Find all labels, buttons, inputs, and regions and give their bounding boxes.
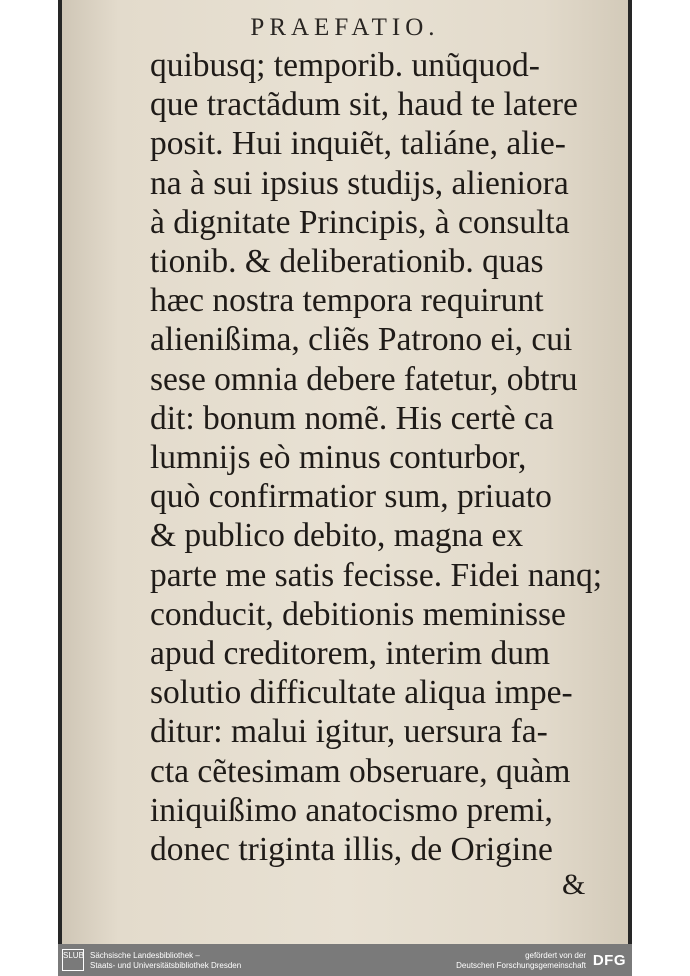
book-page (62, 0, 628, 944)
footer-bar (58, 944, 632, 976)
funder-credit (456, 951, 586, 971)
text-line: parte me satis fecisse. Fidei nanq; (150, 556, 603, 594)
text-line: dit: bonum nomẽ. His certè ca (150, 399, 554, 437)
library-credit-line2: Staats- und Universitätsbibliothek Dresden (90, 961, 242, 970)
library-credit (90, 951, 241, 971)
text-line: quibusq; temporib. unũquod- (150, 47, 540, 84)
text-line: quò confirmatior sum, priuato (150, 478, 552, 516)
library-credit-line1: Sächsische Landesbibliothek – (90, 951, 200, 960)
text-line: posit. Hui inquiẽt, taliáne, alie- (150, 125, 566, 163)
text-line: que tractãdum sit, haud te latere (150, 86, 578, 124)
funder-credit-line2: Deutschen Forschungsgemeinschaft (456, 961, 586, 970)
text-line: conducit, debitionis meminisse (150, 595, 566, 633)
slub-logo-icon: SLUB (62, 949, 84, 971)
text-line: à dignitate Principis, à consulta (150, 203, 570, 241)
text-line: ditur: malui igitur, uersura fa- (150, 713, 548, 751)
running-header: PRAEFATIO. (250, 14, 440, 41)
text-line: cta cẽtesimam obseruare, quàm (150, 752, 571, 790)
catchword: & (562, 868, 586, 901)
text-line: sese omnia debere fatetur, obtru (150, 360, 578, 398)
text-line: iniquißimo anatocismo premi, (150, 791, 553, 829)
funder-credit-line1: gefördert von der (525, 951, 586, 960)
text-line: tionib. & deliberationib. quas (150, 243, 544, 281)
text-line: solutio difficultate aliqua impe- (150, 674, 573, 712)
text-line: donec triginta illis, de Origine (150, 831, 553, 869)
text-line: apud creditorem, interim dum (150, 635, 551, 673)
text-line: lumnijs eò minus conturbor, (150, 439, 527, 477)
text-line: & publico debito, magna ex (150, 517, 524, 555)
text-line: na à sui ipsius studijs, alieniora (150, 164, 569, 202)
text-line: alienißima, cliẽs Patrono ei, cui (150, 321, 573, 359)
text-line: hæc nostra tempora requirunt (150, 282, 544, 320)
dfg-logo-icon: DFG (592, 952, 626, 969)
body-text (150, 46, 603, 869)
